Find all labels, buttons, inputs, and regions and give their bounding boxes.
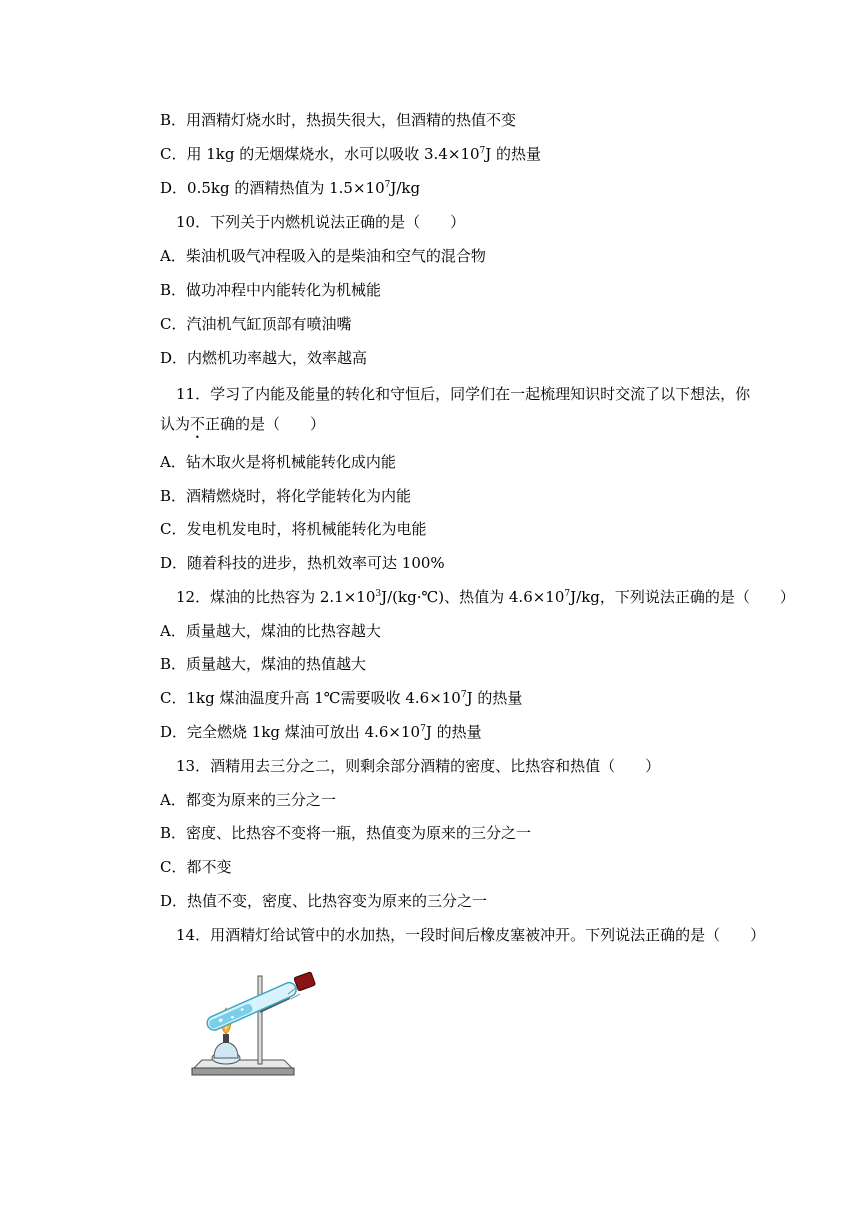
question-11-cont (160, 414, 325, 442)
option-11c (160, 519, 426, 539)
option-10a (160, 246, 486, 266)
option-10c (160, 314, 351, 334)
option-9d (160, 178, 420, 198)
option-13a (160, 790, 336, 810)
text: C．发电机发电时，将机械能转化为电能 (160, 520, 427, 538)
question-13 (176, 756, 660, 776)
text: B．用酒精灯烧水时，热损失很大，但酒精的热值不变 (160, 111, 517, 129)
text: D．热值不变，密度、比热容变为原来的三分之一 (160, 892, 488, 910)
text: 12．煤油的比热容为 2.1×10 (176, 588, 376, 606)
text: D．内燃机功率越大，效率越高 (160, 349, 368, 367)
text: 正确的是（ ） (205, 415, 326, 433)
exponent: 3 (375, 589, 382, 599)
option-12b (160, 654, 366, 674)
text: C．都不变 (160, 858, 232, 876)
text: C．1kg 煤油温度升高 1℃需要吸收 4.6×10 (160, 689, 461, 707)
exponent: 7 (460, 690, 467, 700)
exponent: 7 (384, 180, 391, 190)
text: 认为 (160, 415, 191, 433)
text: A．柴油机吸气冲程吸入的是柴油和空气的混合物 (160, 247, 486, 265)
alcohol-lamp-test-tube-apparatus-icon (188, 968, 328, 1084)
question-14 (176, 925, 765, 945)
option-12a (160, 621, 381, 641)
text: C．汽油机气缸顶部有喷油嘴 (160, 315, 352, 333)
option-12d (160, 722, 482, 742)
option-9b (160, 110, 516, 130)
text: B．酒精燃烧时，将化学能转化为内能 (160, 487, 412, 505)
option-11b (160, 486, 411, 506)
question-11 (176, 384, 750, 404)
text: D．完全燃烧 1kg 煤油可放出 4.6×10 (160, 723, 421, 741)
text: D．0.5kg 的酒精热值为 1.5×10 (160, 179, 385, 197)
option-13d (160, 891, 487, 911)
text: 10．下列关于内燃机说法正确的是（ ） (176, 213, 466, 231)
option-11a (160, 452, 396, 472)
text: 13．酒精用去三分之二，则剩余部分酒精的密度、比热容和热值（ ） (176, 757, 661, 775)
exponent: 7 (564, 589, 571, 599)
text: B．密度、比热容不变将一瓶，热值变为原来的三分之一 (160, 824, 532, 842)
option-13b (160, 823, 531, 843)
option-11d (160, 553, 445, 573)
text: B．做功冲程中内能转化为机械能 (160, 281, 382, 299)
exponent: 7 (420, 724, 426, 734)
text: C．用 1kg 的无烟煤烧水，水可以吸收 3.4×10 (160, 145, 480, 163)
option-13c (160, 857, 231, 877)
question-12 (176, 587, 795, 607)
text: J 的热量 (466, 689, 523, 707)
text: D．随着科技的进步，热机效率可达 100% (160, 554, 445, 572)
text: 14．用酒精灯给试管中的水加热，一段时间后橡皮塞被冲开。下列说法正确的是（ ） (176, 926, 766, 944)
text: A．钻木取火是将机械能转化成内能 (160, 453, 396, 471)
question-10 (176, 212, 465, 232)
text: B．质量越大，煤油的热值越大 (160, 655, 367, 673)
text: J/(kg·℃)、热值为 4.6×10 (381, 588, 565, 606)
text: 11．学习了内能及能量的转化和守恒后，同学们在一起梳理知识时交流了以下想法，你 (176, 385, 751, 403)
option-9c (160, 144, 541, 164)
text: J/kg (390, 179, 421, 197)
option-12c (160, 688, 522, 708)
text: J 的热量 (425, 723, 482, 741)
option-10d (160, 348, 367, 368)
option-10b (160, 280, 381, 300)
text: J 的热量 (485, 145, 542, 163)
text: J/kg，下列说法正确的是（ ） (570, 588, 795, 606)
text: A．质量越大，煤油的比热容越大 (160, 622, 381, 640)
exponent: 7 (479, 146, 486, 156)
text: A．都变为原来的三分之一 (160, 791, 336, 809)
emphasis-dot-text: 不 (190, 415, 206, 433)
